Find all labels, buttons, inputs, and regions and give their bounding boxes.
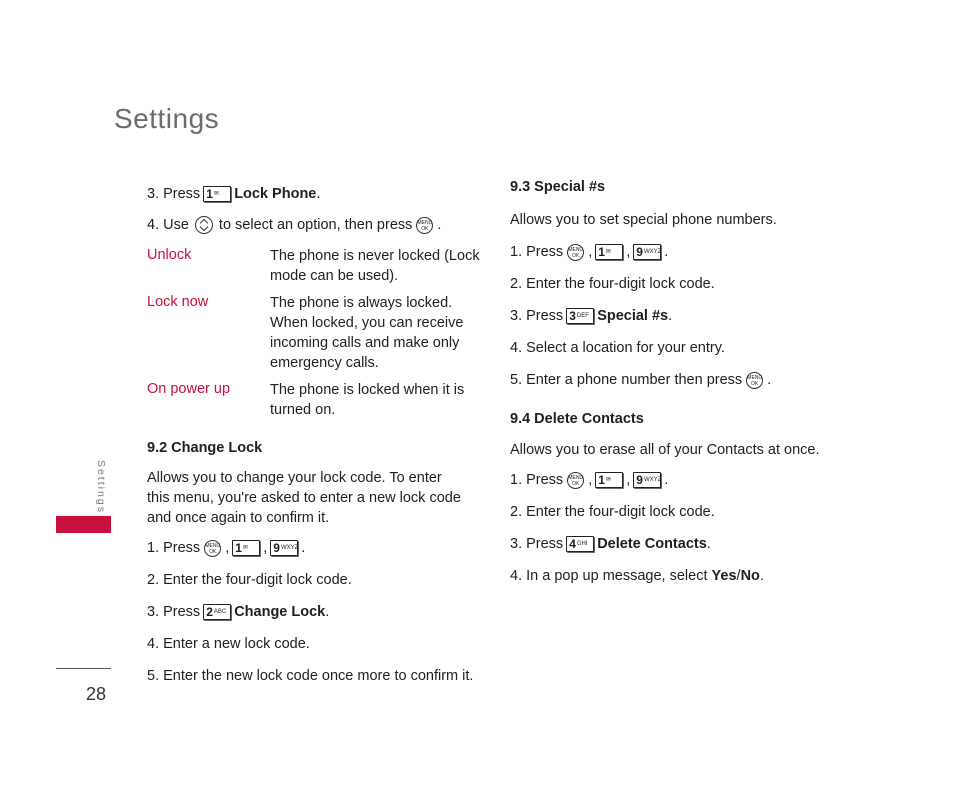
- menu-special-numbers: Special #s: [597, 308, 669, 324]
- option-on-power-up-desc: The phone is locked when it is turned on.: [270, 382, 465, 418]
- key-1-icon: 1 ✉: [595, 244, 623, 260]
- option-yes: Yes: [711, 568, 737, 584]
- key-4-icon: 4 GHI: [566, 536, 594, 552]
- key-1-icon: 1 ✉: [595, 472, 623, 488]
- delete-step-2: 2. Enter the four-digit lock code.: [510, 504, 715, 520]
- page-number: 28: [86, 684, 107, 704]
- lock-step-4: 4. Use to select an option, then press MENU OK .: [147, 217, 442, 233]
- option-on-power-up: On power up: [147, 381, 231, 397]
- menu-ok-key-icon: MENU OK: [416, 217, 433, 234]
- change-lock-step-3: 3. Press 2 ABC Change Lock .: [147, 604, 330, 620]
- option-unlock-desc: The phone is never locked (Lock mode can be used).: [270, 248, 480, 284]
- key-1-icon: 1 ✉: [232, 540, 260, 556]
- menu-ok-key-icon: MENU OK: [567, 472, 584, 489]
- menu-change-lock: Change Lock: [234, 604, 326, 620]
- page-title: Settings: [114, 103, 220, 134]
- delete-step-1: 1. Press MENU OK , 1 ✉ , 9 WXYZ .: [510, 472, 669, 488]
- section-tab-marker: [56, 516, 111, 533]
- change-lock-step-4: 4. Enter a new lock code.: [147, 636, 310, 652]
- page-number-rule: [56, 668, 111, 669]
- special-intro: Allows you to set special phone numbers.: [510, 212, 777, 228]
- special-step-2: 2. Enter the four-digit lock code.: [510, 276, 715, 292]
- key-9-icon: 9 WXYZ: [270, 540, 298, 556]
- key-3-icon: 3 DEF: [566, 308, 594, 324]
- option-no: No: [740, 568, 760, 584]
- key-9-icon: 9 WXYZ: [633, 244, 661, 260]
- change-lock-step-1: 1. Press MENU OK , 1 ✉ , 9 WXYZ .: [147, 540, 306, 556]
- section-side-label: Settings: [95, 460, 107, 514]
- heading-special-numbers: 9.3 Special #s: [510, 179, 606, 195]
- lock-step-3: 3. Press 1 ✉ Lock Phone .: [147, 186, 321, 202]
- special-step-4: 4. Select a location for your entry.: [510, 340, 725, 356]
- step-text: to select an option, then press: [218, 217, 413, 233]
- option-unlock: Unlock: [147, 247, 192, 263]
- delete-step-3: 3. Press 4 GHI Delete Contacts .: [510, 536, 711, 552]
- special-step-3: 3. Press 3 DEF Special #s .: [510, 308, 673, 324]
- special-step-5: 5. Enter a phone number then press MENU OK .: [510, 372, 772, 388]
- delete-step-4: 4. In a pop up message, select Yes / No .: [510, 568, 764, 584]
- key-9-icon: 9 WXYZ: [633, 472, 661, 488]
- change-lock-step-2: 2. Enter the four-digit lock code.: [147, 572, 352, 588]
- change-lock-step-5: 5. Enter the new lock code once more to confirm it.: [147, 668, 474, 684]
- option-lock-now: Lock now: [147, 294, 209, 310]
- special-step-1: 1. Press MENU OK , 1 ✉ , 9 WXYZ .: [510, 244, 669, 260]
- navigation-key-icon: [195, 216, 213, 234]
- option-lock-now-desc: The phone is always locked. When locked, you can receive incoming calls and make only emergency calls.: [270, 295, 464, 371]
- menu-ok-key-icon: MENU OK: [204, 540, 221, 557]
- delete-intro: Allows you to erase all of your Contacts at once.: [510, 442, 820, 458]
- menu-lock-phone: Lock Phone: [234, 186, 317, 202]
- menu-ok-key-icon: MENU OK: [746, 372, 763, 389]
- menu-delete-contacts: Delete Contacts: [597, 536, 707, 552]
- key-1-icon: 1 ✉: [203, 186, 231, 202]
- change-lock-intro: Allows you to change your lock code. To enter this menu, you're asked to enter a new lock code and once again to confirm it.: [147, 470, 461, 526]
- heading-delete-contacts: 9.4 Delete Contacts: [510, 411, 644, 427]
- menu-ok-key-icon: MENU OK: [567, 244, 584, 261]
- heading-change-lock: 9.2 Change Lock: [147, 440, 263, 456]
- step-text: 4. Use: [147, 217, 189, 233]
- step-text: 3. Press: [147, 186, 201, 202]
- key-2-icon: 2 ABC: [203, 604, 231, 620]
